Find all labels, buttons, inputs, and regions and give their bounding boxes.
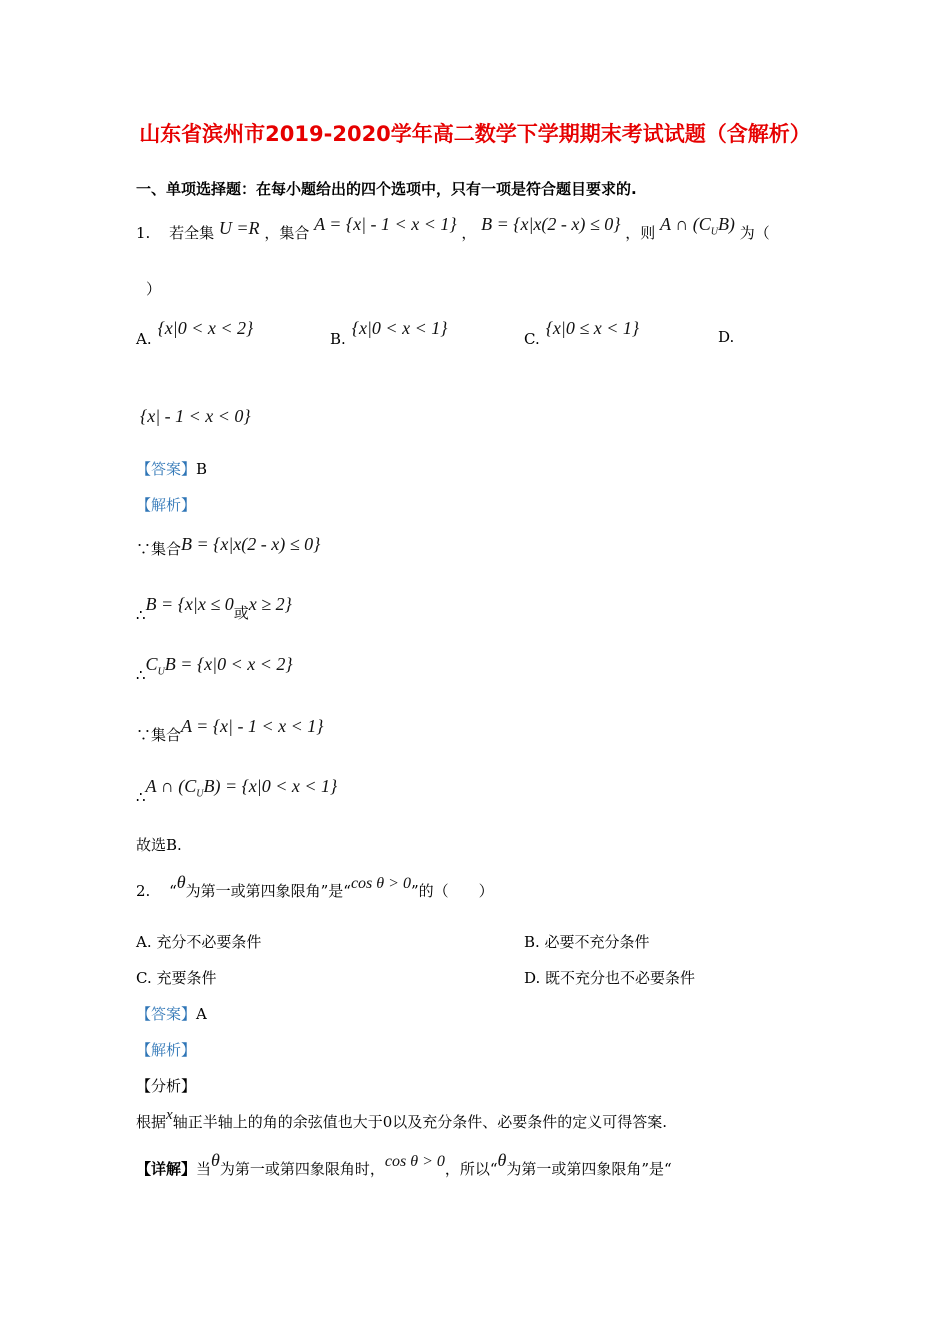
question-number: 2. [136,882,151,900]
math-part: A ∩ (C [660,214,711,234]
analysis-tag: 【解析】 [136,496,197,514]
analysis-heading: 【分析】 [136,1077,197,1095]
math-expression: θ [497,1150,507,1170]
text: 为第一或第四象限角时， [219,1160,385,1178]
step-prefix: ∵集合 [136,540,182,558]
text: 根据 [136,1113,167,1131]
solution-step-1 [136,534,321,559]
text: 为第一或第四象限角”是“ [506,1160,672,1178]
math-subscript: U [196,788,204,800]
text: ，集合 [264,224,310,242]
analysis-tag: 【解析】 [136,1041,197,1059]
step-prefix: ∴ [136,606,146,624]
option-d [718,328,734,346]
math-expression: B = {x|x(2 - x) ≤ 0} [181,534,321,554]
solution-step-3 [136,654,293,684]
option-label: A. [136,330,152,348]
solution-step-4 [136,716,324,744]
math-subscript: U [710,226,718,238]
math-subscript: U [157,666,165,678]
text: ，所以“ [444,1160,498,1178]
detail-text [136,1150,672,1179]
math-expression: θ [211,1150,220,1170]
solution-step-5 [136,776,338,806]
math-expression: {x|0 < x < 1} [351,318,448,338]
option-b: B. 必要不充分条件 [524,933,650,951]
math-expression: A = {x| - 1 < x < 1} [314,214,457,234]
option-label: C. [524,330,540,348]
math-part: B) = {x|0 < x < 1} [203,776,338,796]
math-expression: U =R [218,218,260,238]
question-1-stem [136,214,770,246]
option-a: A. 充分不必要条件 [136,933,262,951]
text: 轴正半轴上的角的余弦值也大于0以及充分条件、必要条件的定义可得答案. [172,1113,668,1131]
question-2-stem [136,872,494,901]
question-number: 1. [136,224,151,242]
math-expression: B = {x|x ≤ 0 [145,594,234,614]
step-prefix: ∵集合 [136,726,182,744]
document-title: 山东省滨州市2019-2020学年高二数学下学期期末考试试题（含解析） [139,122,811,146]
text: “ [169,882,177,900]
answer-value: A [196,1005,207,1023]
step-prefix: ∴ [136,666,146,684]
math-expression [660,214,735,238]
math-expression: θ [176,872,186,892]
conclusion: 故选B. [136,836,182,854]
section-heading: 一、单项选择题：在每小题给出的四个选项中，只有一项是符合题目要求的. [136,180,637,198]
option-label: B. [330,330,346,348]
answer-value: B [196,460,208,478]
option-c: C. 充要条件 [136,969,217,987]
option-b [330,318,448,349]
option-d: D. 既不充分也不必要条件 [524,969,696,987]
option-c [524,318,640,349]
math-part: B = {x|0 < x < 2} [164,654,293,674]
math-expression: cos θ > 0 [384,1153,445,1170]
option-label: D. [718,328,735,346]
step-prefix: ∴ [136,788,146,806]
question-1-paren: ） [146,280,162,298]
analysis-text [136,1107,668,1132]
answer-tag: 【答案】 [136,460,197,478]
math-expression: x ≥ 2} [248,594,292,614]
option-a [136,318,254,349]
text: 为（ [739,224,770,242]
math-part: A ∩ (C [145,776,197,796]
detail-tag: 【详解】 [136,1160,197,1178]
option-d-expression: {x| - 1 < x < 0} [140,406,251,426]
text: 当 [196,1160,212,1178]
math-part: C [145,654,158,674]
text: 若全集 [169,224,215,242]
answer-line [136,1003,207,1024]
answer-line [136,458,207,479]
math-expression: x [166,1107,173,1123]
math-expression: A = {x| - 1 < x < 1} [181,716,324,736]
text: ， [461,224,477,242]
math-expression: {x|0 < x < 2} [157,318,254,338]
math-expression: {x|0 ≤ x < 1} [545,318,640,338]
text: ”的（ ） [410,882,494,900]
answer-tag: 【答案】 [136,1005,197,1023]
text: ，则 [625,224,656,242]
math-expression: cos θ > 0 [350,875,411,892]
solution-step-2 [136,594,292,624]
math-part: B) [717,214,735,234]
text: 或 [233,604,249,622]
text: 为第一或第四象限角”是“ [185,882,351,900]
math-expression: B = {x|x(2 - x) ≤ 0} [481,214,621,234]
